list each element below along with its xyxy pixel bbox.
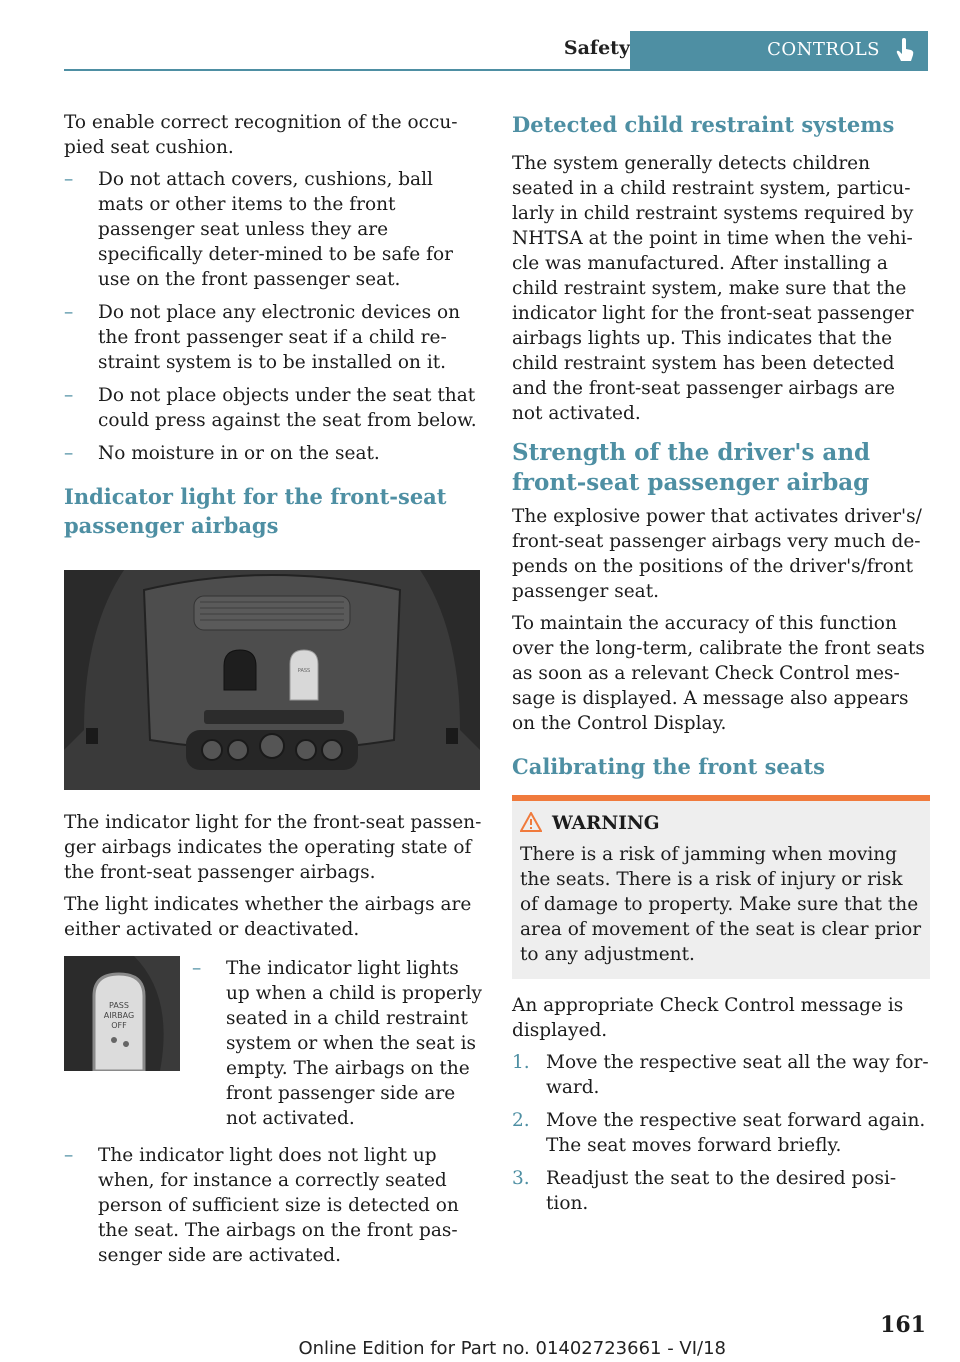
indicator-detail xyxy=(64,956,482,1139)
warning-box xyxy=(512,795,930,979)
indicator-description: The indicator light for the front-seat passen-ger airbags indicates the operating state of the front-seat passenger airbags. xyxy=(64,812,482,883)
calibrate-advice-text: To maintain the accuracy of this function over the long-term, calibrate the front seats as soon as a relevant Check Control mes-sage is displayed. A message also appears on the Control Display. xyxy=(512,613,925,734)
svg-text:PASS: PASS xyxy=(297,668,311,674)
chapter-title: CONTROLS xyxy=(767,39,880,60)
indicator-off-list xyxy=(64,1143,482,1268)
section-heading-detected: Detected child restraint systems xyxy=(512,112,895,137)
step-item: 1. Move the respective seat all the way for-ward. xyxy=(512,1052,929,1098)
svg-text:AIRBAG: AIRBAG xyxy=(103,1011,135,1020)
list-item: – The indicator light lights up when a child is properly seated in a child restraint system or when the seat is empty. The airbags on the front passenger side are not activated. xyxy=(192,958,482,1129)
step-item: 3. Readjust the seat to the desired posi-tion. xyxy=(512,1168,897,1214)
detected-text: The system generally detects children seated in a child restraint system, particu-larly in child restraint systems required by NHTSA at the point in time when the vehi-cle was manufactured. After installing a child restraint system, make sure that the indicator light for the front-seat passenger airbags lights up. This indicates that the child restraint system has been detected and the front-seat passenger airbags are not activated. xyxy=(512,153,914,424)
list-item: – The indicator light does not light up when, for instance a correctly seated person of sufficient size is detected on the seat. The airbags on the front pas-senger side are activated. xyxy=(64,1145,459,1266)
list-item: – Do not attach covers, cushions, ball mats or other items to the front passenger seat unless they are specifically deter-mined to be safe for use on the front passenger seat. xyxy=(64,169,453,290)
left-column xyxy=(64,110,482,1276)
list-item: – Do not place any electronic devices on the front passenger seat if a child re-straint system is to be installed on it. xyxy=(64,302,461,373)
intro-text: To enable correct recognition of the occu-pied seat cushion. xyxy=(64,112,458,158)
svg-text:OFF: OFF xyxy=(111,1021,127,1030)
section-heading-strength: Strength of the driver's and front-seat passenger airbag xyxy=(512,439,871,496)
warning-triangle-icon xyxy=(520,812,542,832)
overhead-console-photo xyxy=(64,570,480,790)
edition-footer: Online Edition for Part no. 01402723661 - VI/18 xyxy=(298,1338,726,1359)
warning-text: There is a risk of jamming when moving the seats. There is a risk of injury or risk of damage to property. Make sure that the area of movement of the seat is clear prior to any adjustment. xyxy=(520,844,922,965)
page-number: 161 xyxy=(880,1312,926,1338)
pass-airbag-off-light-photo xyxy=(64,956,180,1071)
indicator-state-text: The light indicates whether the airbags are either activated or deactivated. xyxy=(64,894,472,940)
step-item: 2. Move the respective seat forward again. The seat moves forward briefly. xyxy=(512,1110,926,1156)
list-item: – Do not place objects under the seat that could press against the seat from below. xyxy=(64,385,477,431)
svg-text:PASS: PASS xyxy=(109,1001,129,1010)
section-heading-indicator: Indicator light for the front-seat passenger airbags xyxy=(64,484,447,538)
hand-pointer-icon xyxy=(894,38,916,62)
page-header xyxy=(64,31,928,71)
indicator-on-list xyxy=(192,956,482,1139)
chapter-tab xyxy=(630,31,928,69)
warning-title: WARNING xyxy=(520,811,922,836)
list-item: – No moisture in or on the seat. xyxy=(64,443,380,464)
check-control-text: An appropriate Check Control message is displayed. xyxy=(512,995,904,1041)
seat-precautions-list xyxy=(64,167,482,466)
section-heading-calibrating: Calibrating the front seats xyxy=(512,754,825,779)
calibration-steps xyxy=(512,1050,930,1216)
section-title: Safety xyxy=(563,37,630,59)
right-column xyxy=(512,110,930,1224)
header-rule xyxy=(64,69,928,71)
strength-text: The explosive power that activates driver's/ front-seat passenger airbags very much de-pends on the positions of the driver's/front passenger seat. xyxy=(512,506,922,602)
